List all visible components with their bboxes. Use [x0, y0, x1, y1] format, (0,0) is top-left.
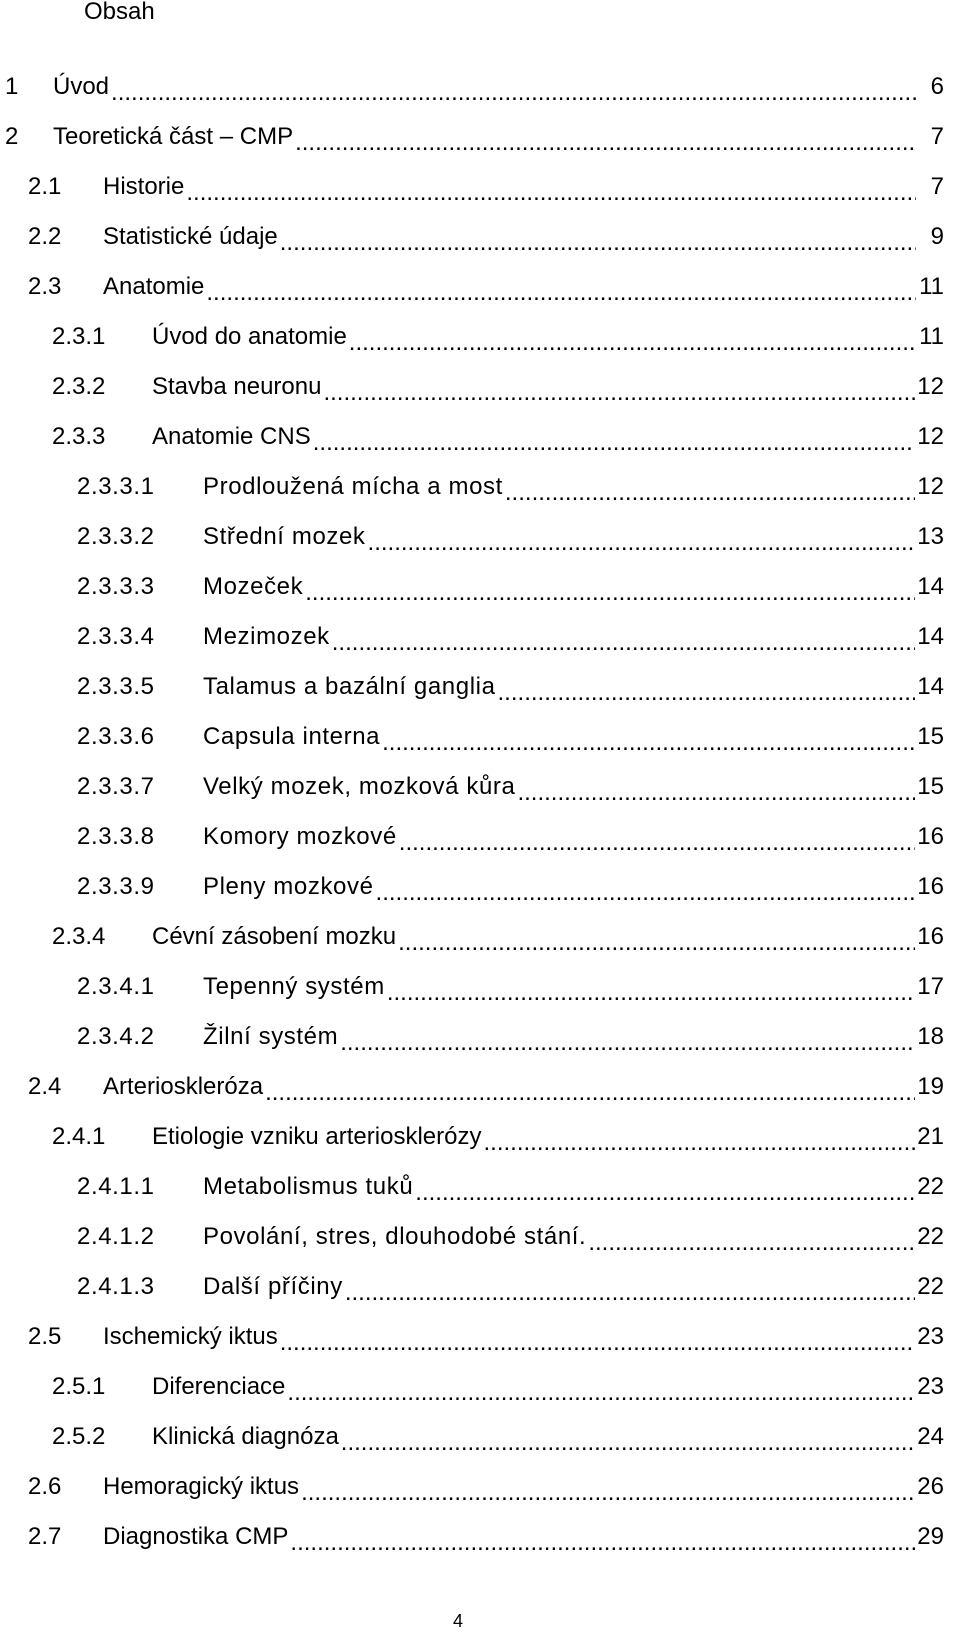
- toc-dot-leader: [186, 183, 916, 203]
- toc-entry-number: 2.3.3.7: [77, 773, 155, 800]
- toc-entry-title: Klinická diagnóza: [152, 1423, 339, 1450]
- toc-entry-page: 19: [917, 1073, 944, 1100]
- toc-dot-leader: [382, 733, 915, 753]
- toc-entry-title: Povolání, stres, dlouhodobé stání.: [203, 1223, 587, 1250]
- toc-entry[interactable]: [0, 1462, 960, 1512]
- toc-entry[interactable]: [0, 1312, 960, 1362]
- toc-entry-number: 2.3.1: [52, 323, 106, 350]
- toc-dot-leader: [301, 1483, 915, 1503]
- toc-entry-page: 13: [917, 523, 944, 550]
- toc-dot-leader: [376, 883, 916, 903]
- toc-dot-leader: [349, 333, 916, 353]
- toc-entry-title: Talamus a bazální ganglia: [203, 673, 496, 700]
- toc-entry[interactable]: [0, 1162, 960, 1212]
- toc-entry-page: 16: [917, 823, 944, 850]
- toc-dot-leader: [313, 433, 916, 453]
- toc-entry-number: 2.2: [28, 223, 62, 250]
- toc-entry[interactable]: [0, 812, 960, 862]
- toc-entry-number: 2.3.3.3: [77, 573, 155, 600]
- toc-entry-title: Diagnostika CMP: [103, 1523, 289, 1550]
- toc-entry-title: Střední mozek: [203, 523, 366, 550]
- toc-dot-leader: [399, 833, 916, 853]
- toc-entry[interactable]: [0, 662, 960, 712]
- toc-entry[interactable]: [0, 562, 960, 612]
- toc-dot-leader: [323, 383, 915, 403]
- toc-entry[interactable]: [0, 712, 960, 762]
- toc-entry-page: 11: [919, 273, 944, 300]
- toc-entry-number: 2.1: [28, 173, 62, 200]
- toc-entry-title: Velký mozek, mozková kůra: [203, 773, 516, 800]
- toc-entry[interactable]: [0, 62, 960, 112]
- toc-dot-leader: [280, 233, 916, 253]
- toc-entry-number: 2.3.3.5: [77, 673, 155, 700]
- toc-entry[interactable]: [0, 912, 960, 962]
- toc-entry-title: Komory mozkové: [203, 823, 397, 850]
- toc-entry[interactable]: [0, 362, 960, 412]
- toc-entry-number: 2.3.3.4: [77, 623, 155, 650]
- toc-entry-page: 15: [917, 773, 944, 800]
- toc-dot-leader: [415, 1183, 915, 1203]
- toc-entry-number: 2.7: [28, 1523, 62, 1550]
- toc-entry-number: 1: [5, 73, 19, 100]
- toc-entry-title: Anatomie: [103, 273, 205, 300]
- toc-entry-page: 15: [917, 723, 944, 750]
- toc-entry-title: Ischemický iktus: [103, 1323, 278, 1350]
- toc-entry-number: 2.4.1.3: [77, 1273, 155, 1300]
- toc-entry-title: Stavba neuronu: [152, 373, 322, 400]
- toc-entry-number: 2.3.3.8: [77, 823, 155, 850]
- toc-dot-leader: [206, 283, 916, 303]
- toc-entry[interactable]: [0, 212, 960, 262]
- toc-entry-number: 2.5.1: [52, 1373, 106, 1400]
- toc-entry-page: 22: [917, 1173, 944, 1200]
- toc-entry-title: Diferenciace: [152, 1373, 286, 1400]
- toc-entry-page: 11: [919, 323, 944, 350]
- toc-entry-page: 18: [917, 1023, 944, 1050]
- toc-entry-page: 7: [930, 173, 944, 200]
- toc-dot-leader: [265, 1083, 915, 1103]
- toc-dot-leader: [340, 1033, 915, 1053]
- toc-entry-number: 2.3.3.6: [77, 723, 155, 750]
- toc-entry[interactable]: [0, 1262, 960, 1312]
- toc-dot-leader: [398, 933, 915, 953]
- toc-dot-leader: [341, 1433, 916, 1453]
- toc-entry[interactable]: [0, 762, 960, 812]
- toc-entry-number: 2.3.3.1: [77, 473, 155, 500]
- toc-entry-page: 24: [917, 1423, 944, 1450]
- toc-entry[interactable]: [0, 1212, 960, 1262]
- toc-entry-number: 2.5.2: [52, 1423, 106, 1450]
- toc-entry[interactable]: [0, 312, 960, 362]
- toc-entry-title: Mezimozek: [203, 623, 330, 650]
- toc-entry[interactable]: [0, 962, 960, 1012]
- toc-entry-number: 2.3.3: [52, 423, 106, 450]
- toc-dot-leader: [290, 1533, 915, 1553]
- toc-entry-page: 21: [917, 1123, 944, 1150]
- toc-entry-page: 14: [917, 673, 944, 700]
- toc-entry-number: 2.3.3.2: [77, 523, 155, 550]
- page-number: 4: [452, 1611, 463, 1631]
- toc-entry-number: 2.3.4: [52, 923, 106, 950]
- toc-entry-title: Metabolismus tuků: [203, 1173, 414, 1200]
- toc-entry[interactable]: [0, 1112, 960, 1162]
- toc-entry-number: 2.6: [28, 1473, 62, 1500]
- toc-entry-title: Statistické údaje: [103, 223, 278, 250]
- toc-dot-leader: [517, 783, 915, 803]
- toc-entry-title: Cévní zásobení mozku: [152, 923, 397, 950]
- toc-entry-title: Etiologie vzniku arteriosklerózy: [152, 1123, 482, 1150]
- toc-entry-title: Prodloužená mícha a most: [203, 473, 503, 500]
- toc-dot-leader: [345, 1283, 915, 1303]
- toc-entry[interactable]: [0, 462, 960, 512]
- toc-entry-page: 7: [930, 123, 944, 150]
- toc-dot-leader: [505, 483, 915, 503]
- toc-entry-number: 2.3.2: [52, 373, 106, 400]
- toc-entry-number: 2: [5, 123, 19, 150]
- toc-entry[interactable]: [0, 1062, 960, 1112]
- toc-dot-leader: [305, 583, 915, 603]
- toc-entry-page: 23: [917, 1323, 944, 1350]
- toc-entry-title: Žilní systém: [203, 1023, 339, 1050]
- toc-entry-number: 2.5: [28, 1323, 62, 1350]
- toc-entry[interactable]: [0, 1362, 960, 1412]
- toc-entry-number: 2.4.1.2: [77, 1223, 155, 1250]
- toc-entry-number: 2.3.4.1: [77, 973, 155, 1000]
- toc-dot-leader: [287, 1383, 915, 1403]
- toc-entry-page: 9: [930, 223, 944, 250]
- toc-entry-number: 2.4: [28, 1073, 62, 1100]
- toc-entry-page: 14: [917, 573, 944, 600]
- toc-entry[interactable]: [0, 862, 960, 912]
- toc-entry-title: Další příčiny: [203, 1273, 343, 1300]
- toc-entry[interactable]: [0, 412, 960, 462]
- toc-entry-title: Hemoragický iktus: [103, 1473, 300, 1500]
- toc-entry-number: 2.4.1: [52, 1123, 106, 1150]
- toc-entry-title: Capsula interna: [203, 723, 381, 750]
- toc-entry-page: 29: [917, 1523, 944, 1550]
- toc-entry[interactable]: [0, 112, 960, 162]
- toc-entry-title: Tepenný systém: [203, 973, 385, 1000]
- toc-entry-page: 12: [917, 423, 944, 450]
- toc-dot-leader: [295, 133, 916, 153]
- toc-entry-page: 14: [917, 623, 944, 650]
- toc-entry-page: 12: [917, 373, 944, 400]
- toc-entry-title: Arterioskleróza: [103, 1073, 264, 1100]
- toc-dot-leader: [483, 1133, 915, 1153]
- toc-entry-title: Úvod do anatomie: [152, 323, 347, 350]
- toc-entry-page: 16: [917, 923, 944, 950]
- toc-entry-page: 16: [917, 873, 944, 900]
- toc-entry-title: Mozeček: [203, 573, 304, 600]
- toc-dot-leader: [387, 983, 915, 1003]
- toc-entry-page: 17: [917, 973, 944, 1000]
- toc-entry-title: Pleny mozkové: [203, 873, 374, 900]
- toc-entry-number: 2.3: [28, 273, 62, 300]
- toc-entry[interactable]: [0, 262, 960, 312]
- toc-heading: Obsah: [84, 0, 155, 25]
- toc-entry[interactable]: [0, 1012, 960, 1062]
- toc-entry-number: 2.4.1.1: [77, 1173, 155, 1200]
- toc-entry-page: 6: [930, 73, 944, 100]
- toc-entry[interactable]: [0, 1412, 960, 1462]
- toc-dot-leader: [368, 533, 916, 553]
- toc-entry-number: 2.3.3.9: [77, 873, 155, 900]
- toc-dot-leader: [111, 83, 916, 103]
- toc-list: [0, 62, 960, 1562]
- toc-entry-page: 22: [917, 1223, 944, 1250]
- toc-entry-title: Historie: [103, 173, 185, 200]
- toc-entry-title: Úvod: [53, 73, 110, 100]
- toc-dot-leader: [498, 683, 916, 703]
- toc-entry[interactable]: [0, 162, 960, 212]
- toc-entry[interactable]: [0, 612, 960, 662]
- toc-entry[interactable]: [0, 1512, 960, 1562]
- toc-dot-leader: [588, 1233, 915, 1253]
- toc-dot-leader: [332, 633, 916, 653]
- toc-entry-title: Anatomie CNS: [152, 423, 311, 450]
- toc-entry[interactable]: [0, 512, 960, 562]
- toc-entry-number: 2.3.4.2: [77, 1023, 155, 1050]
- toc-entry-page: 22: [917, 1273, 944, 1300]
- toc-entry-page: 12: [917, 473, 944, 500]
- toc-entry-title: Teoretická část – CMP: [53, 123, 294, 150]
- toc-dot-leader: [280, 1333, 916, 1353]
- toc-entry-page: 23: [917, 1373, 944, 1400]
- toc-entry-page: 26: [917, 1473, 944, 1500]
